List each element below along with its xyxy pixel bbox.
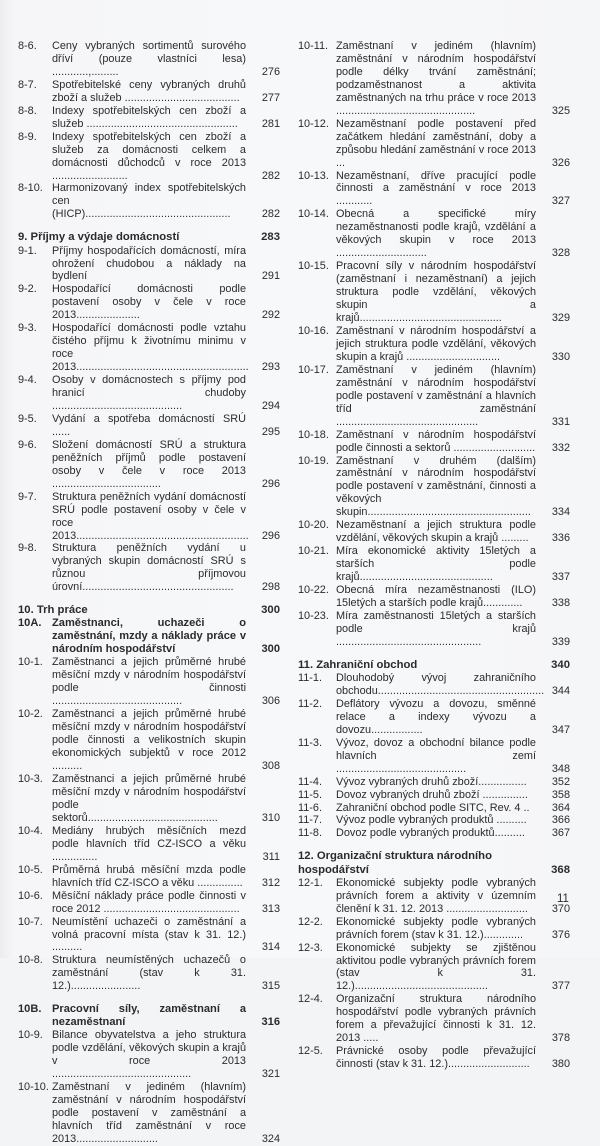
entry-page: 326 — [551, 156, 570, 169]
entry-title: Vývoz, dovoz a obchodní bilance podle hlavních zemí ........................................... — [336, 736, 536, 775]
entry-page: 310 — [261, 811, 280, 824]
entry-page: 293 — [261, 361, 280, 374]
entry-title: Nezaměstnaní podle postavení před začátkem hledání zaměstnání, doby a způsobu hledání zaměstnání v roce 2013 ... — [336, 117, 536, 169]
toc-entry — [298, 789, 570, 802]
toc-entry — [18, 773, 280, 825]
toc-entry — [298, 429, 570, 455]
entry-title: Mediány hrubých měsíčních mezd podle hlavních tříd CZ-ISCO a věku ............... — [52, 824, 246, 863]
entry-number: 9-8. — [18, 542, 37, 555]
entry-number: 8-10. — [18, 182, 43, 195]
entry-number: 11-7. — [298, 814, 323, 827]
subsection-heading: 10B. Pracovní síly, zaměstnaní a nezaměstnaní 316 — [18, 1003, 280, 1029]
entry-number: 8-6. — [18, 40, 37, 52]
entry-number: 10-22. — [298, 584, 329, 597]
toc-entry — [298, 827, 570, 840]
entry-page: 296 — [261, 529, 280, 542]
toc-entry — [18, 491, 280, 543]
entry-page: 377 — [551, 980, 570, 993]
entry-page: 380 — [551, 1058, 570, 1071]
entry-number: 11-8. — [298, 827, 323, 840]
entry-page: 294 — [261, 399, 280, 412]
entry-page: 370 — [551, 902, 570, 915]
toc-entry — [298, 208, 570, 260]
entry-number: 11-3. — [298, 736, 323, 749]
toc-entry — [18, 954, 280, 993]
entry-title: Zahraniční obchod podle SITC, Rev. 4 .. — [336, 801, 530, 814]
entry-title: Zaměstnaní v jediném (hlavním) zaměstnání v národním hospodářství podle postavení v zaměstnání a hlavních tříd zaměstnání v roce 2013........................... — [52, 1081, 246, 1145]
entry-page: 292 — [261, 309, 280, 322]
toc-entry — [298, 545, 570, 584]
entry-page: 314 — [261, 941, 280, 954]
entry-title: Zaměstnaní v jediném (hlavním) zaměstnání v národním hospodářství podle postavení v zaměstnání a hlavních tříd zaměstnání ............................................... — [336, 363, 536, 428]
toc-entry — [298, 814, 570, 827]
entry-number: 10-21. — [298, 545, 329, 558]
entry-title: Ekonomické subjekty se zjištěnou aktivitou podle vybraných právních forem (stav k 31. 12.)............................................ — [336, 941, 536, 993]
entry-title: Ekonomické subjekty podle vybraných právních forem (stav k 31. 12.)............. — [336, 915, 536, 941]
entry-title: Indexy spotřebitelských cen zboží a služeb .................................................. — [52, 104, 246, 130]
entry-page: 282 — [261, 208, 280, 221]
entry-number: 10-18. — [298, 428, 329, 441]
entry-page: 325 — [551, 104, 570, 117]
entry-title: Spotřebitelské ceny vybraných druhů zboží a služeb ...................................... — [52, 78, 246, 104]
entry-number: 9-1. — [18, 244, 37, 257]
entry-page: 308 — [261, 760, 280, 773]
entry-number: 11-5. — [298, 788, 323, 801]
entry-page: 298 — [261, 581, 280, 594]
entry-number: 8-8. — [18, 104, 37, 117]
entry-number: 12-5. — [298, 1045, 323, 1058]
toc-entry — [18, 182, 280, 221]
toc-entry — [298, 455, 570, 520]
entry-title: Hospodařící domácnosti podle postavení osoby v čele v roce 2013..................... — [52, 283, 246, 322]
toc-entry — [298, 610, 570, 649]
entry-number: 9-6. — [18, 438, 37, 451]
toc-entry — [18, 916, 280, 955]
toc-entry — [298, 802, 570, 815]
entry-page: 277 — [261, 91, 280, 104]
entry-title: Zaměstnanci a jejich průměrné hrubé měsíční mzdy v národním hospodářství podle činnosti ........................................... — [52, 656, 246, 708]
entry-page: 378 — [551, 1032, 570, 1045]
toc-entry — [298, 942, 570, 994]
entry-title: Nezaměstnaní, dříve pracující podle činnosti a zaměstnání v roce 2013 ............ — [336, 169, 536, 208]
toc-entry — [298, 737, 570, 776]
entry-page: 331 — [551, 415, 570, 428]
entry-number: 10-17. — [298, 363, 329, 376]
entry-number: 11-2. — [298, 697, 323, 710]
entry-page: 337 — [551, 571, 570, 584]
entry-title: Hospodařící domácnosti podle vztahu čistého příjmu k životnímu minimu v roce 2013......................................................... — [52, 322, 249, 374]
page-number: 11 — [557, 893, 569, 905]
toc-entry — [18, 413, 280, 439]
entry-page: 336 — [551, 532, 570, 545]
toc-entry — [298, 776, 570, 789]
entry-title: Ekonomické subjekty podle vybraných právních forem a aktivity v územním členění k 31. 12. 2013 ........................... — [336, 876, 536, 915]
toc-entry — [298, 1045, 570, 1071]
entry-number: 10-15. — [298, 260, 329, 273]
entry-page: 364 — [551, 801, 570, 814]
toc-entry — [18, 374, 280, 413]
entry-number: 10-14. — [298, 208, 329, 221]
entry-title: Příjmy hospodařících domácností, míra ohrožení chudobou a náklady na bydlení — [52, 244, 246, 283]
toc-entry — [298, 364, 570, 429]
entry-title: Osoby v domácnostech s příjmy pod hranicí chudoby ........................................... — [52, 374, 246, 412]
entry-page: 347 — [551, 723, 570, 736]
entry-page: 376 — [551, 928, 570, 941]
entry-title: Složení domácností SRÚ a struktura peněžních příjmů podle postavení osoby v čele v roce 2013 .................................... — [52, 438, 246, 490]
entry-number: 8-7. — [18, 78, 37, 91]
entry-number: 9-7. — [18, 490, 37, 503]
entry-title: Deflátory vývozu a dovozu, směnné relace a indexy vývozu a dovozu................. — [336, 697, 536, 736]
entry-number: 10-5. — [18, 863, 43, 876]
toc-entry — [298, 672, 570, 698]
entry-number: 9-3. — [18, 322, 37, 335]
subsection-heading: 10A. Zaměstnanci, uchazeči o zaměstnání, mzdy a náklady práce v národním hospodářství 300 — [18, 617, 280, 656]
toc-entry — [298, 993, 570, 1045]
entry-number: 10-10. — [18, 1081, 49, 1094]
entry-title: Zaměstnanci a jejich průměrné hrubé měsíční mzdy v národním hospodářství podle sektorů........................................... — [52, 773, 246, 824]
toc-entry — [298, 40, 570, 118]
entry-number: 10-3. — [18, 773, 43, 786]
entry-number: 11-4. — [298, 775, 323, 788]
entry-page: 367 — [551, 827, 570, 840]
entry-page: 321 — [261, 1068, 280, 1081]
entry-title: Struktura neumístěných uchazečů o zaměstnání (stav k 31. 12.)....................... — [52, 954, 246, 993]
entry-title: Struktura peněžních vydání domácností SRÚ podle postavení osoby v čele v roce 2013......................................................... — [52, 490, 249, 542]
toc-entry — [18, 542, 280, 594]
entry-title: Průměrná hrubá měsíční mzda podle hlavních tříd CZ-ISCO a věku ............... — [52, 863, 246, 889]
entry-title: Měsíční náklady práce podle činnosti v roce 2012 ............................................. — [52, 889, 246, 915]
toc-left-column — [18, 40, 280, 1146]
entry-title: Vývoz podle vybraných produktů .......... — [336, 814, 527, 827]
entry-title: Bilance obyvatelstva a jeho struktura podle vzdělání, věkových skupin a krajů v roce 2013 .............................................. — [52, 1029, 246, 1081]
entry-number: 12-1. — [298, 876, 323, 889]
entry-number: 9-2. — [18, 283, 37, 296]
entry-page: 306 — [261, 695, 280, 708]
entry-page: 329 — [551, 312, 570, 325]
entry-page: 330 — [551, 350, 570, 363]
toc-entry — [298, 118, 570, 170]
entry-title: Obecná a specifické míry nezaměstnanosti podle krajů, vzdělání a věkových skupin v roce 2013 .............................. — [336, 208, 536, 260]
entry-page: 311 — [262, 850, 280, 863]
entry-number: 10-19. — [298, 454, 329, 467]
entry-number: 10-23. — [298, 609, 329, 622]
toc-entry — [18, 439, 280, 491]
entry-title: Dlouhodobý vývoj zahraničního obchodu....................................................... — [336, 672, 545, 697]
toc-entry — [18, 825, 280, 864]
toc-entry — [298, 584, 570, 610]
entry-title: Neumístění uchazeči o zaměstnání a volná pracovní místa (stav k 31. 12.) .......... — [52, 915, 246, 954]
entry-title: Právnické osoby podle převažující činnosti (stav k 31. 12.)........................... — [336, 1045, 536, 1071]
entry-number: 10-9. — [18, 1029, 43, 1042]
entry-title: Zaměstnaní v druhém (dalším) zaměstnání v národním hospodářství podle postavení v zaměstnání, činnosti a věkových skupin...................................................... — [336, 454, 536, 519]
entry-title: Organizační struktura národního hospodářství podle vybraných právních forem a převažující činnosti k 31. 12. 2013 ..... — [336, 993, 536, 1045]
toc-entry — [298, 170, 570, 209]
entry-title: Míra zaměstnanosti 15letých a starších podle krajů ................................................ — [336, 609, 536, 648]
entry-number: 11-6. — [298, 801, 323, 814]
entry-number: 10-12. — [298, 117, 329, 130]
toc-entry — [298, 260, 570, 325]
entry-number: 10-8. — [18, 954, 43, 967]
entry-number: 10-4. — [18, 824, 43, 837]
entry-title: Nezaměstnaní a jejich struktura podle vzdělání, věkových skupin a krajů ......... — [336, 519, 536, 545]
entry-title: Zaměstnaní v národním hospodářství a jejich struktura podle vzdělání, věkových skupin a krajů ............................... — [336, 324, 536, 363]
toc-entry — [18, 1081, 280, 1146]
toc-entry — [298, 698, 570, 737]
entry-page: 339 — [551, 635, 570, 648]
entry-number: 10-13. — [298, 169, 329, 182]
entry-number: 9-4. — [18, 374, 37, 387]
entry-number: 10-1. — [18, 656, 43, 669]
toc-entry — [18, 708, 280, 773]
entry-number: 10-11. — [298, 40, 329, 52]
entry-page: 334 — [551, 506, 570, 519]
entry-page: 276 — [261, 65, 280, 78]
toc-entry — [18, 105, 280, 131]
entry-page: 358 — [551, 788, 570, 801]
entry-title: Dovoz podle vybraných produktů.......... — [336, 827, 525, 840]
toc-entry — [298, 325, 570, 364]
entry-page: 281 — [261, 117, 280, 130]
toc-entry — [298, 519, 570, 545]
entry-page: 348 — [551, 762, 570, 775]
entry-title: Zaměstnaní v národním hospodářství podle činnosti a sektorů ........................... — [336, 428, 536, 454]
toc-right-column — [298, 40, 570, 1071]
toc-entry — [298, 916, 570, 942]
entry-number: 8-9. — [18, 130, 37, 143]
entry-title: Zaměstnaní v jediném (hlavním) zaměstnání v národním hospodářství podle délky trvání zaměstnání; podzaměstnanost a aktivita zaměstnaných na trhu práce v roce 2013 .............................................. — [336, 40, 536, 117]
entry-page: 338 — [551, 596, 570, 609]
entry-page: 324 — [261, 1132, 280, 1145]
toc-entry — [18, 40, 280, 79]
entry-title: Míra ekonomické aktivity 15letých a starších podle krajů............................................ — [336, 545, 536, 584]
entry-page: 282 — [261, 169, 280, 182]
entry-number: 10-2. — [18, 708, 43, 721]
toc-entry — [298, 877, 570, 916]
toc-entry — [18, 322, 280, 374]
section-heading: 10. Trh práce 300 — [18, 604, 280, 617]
entry-page: 312 — [261, 876, 280, 889]
entry-number: 12-4. — [298, 993, 323, 1006]
entry-page: 291 — [261, 270, 280, 283]
toc-entry — [18, 1029, 280, 1081]
entry-title: Vývoz vybraných druhů zboží................ — [336, 775, 527, 788]
entry-page: 296 — [261, 477, 280, 490]
entry-number: 10-20. — [298, 519, 329, 532]
entry-number: 10-6. — [18, 889, 43, 902]
toc-entry — [18, 864, 280, 890]
entry-page: 344 — [551, 684, 570, 697]
section-heading: 9. Příjmy a výdaje domácností 283 — [18, 231, 280, 244]
entry-number: 10-16. — [298, 324, 329, 337]
entry-number: 10-7. — [18, 915, 43, 928]
entry-title: Struktura peněžních vydání u vybraných skupin domácností SRÚ s různou příjmovou úrovní.................................................. — [52, 542, 246, 594]
entry-page: 366 — [551, 814, 570, 827]
entry-title: Pracovní síly v národním hospodářství (zaměstnaní i nezaměstnaní) a jejich struktura podle vzdělání, věkových skupin a krajů............................................... — [336, 260, 536, 325]
entry-page: 295 — [261, 425, 280, 438]
entry-number: 11-1. — [298, 672, 323, 684]
entry-title: Harmonizovaný index spotřebitelských cen (HICP)................................................ — [52, 182, 246, 221]
entry-title: Indexy spotřebitelských cen zboží a služeb za domácnosti celkem a domácnosti důchodců v roce 2013 ......................... — [52, 130, 246, 182]
entry-title: Obecná míra nezaměstnanosti (ILO) 15letých a starších podle krajů............. — [336, 584, 536, 609]
toc-entry — [18, 283, 280, 322]
toc-entry — [18, 245, 280, 284]
entry-title: Ceny vybraných sortimentů surového dříví (pouze vlastníci lesa) ............,......... — [52, 40, 246, 78]
toc-entry — [18, 656, 280, 708]
entry-title: Vydání a spotřeba domácností SRÚ ...... — [52, 412, 246, 438]
entry-page: 313 — [261, 902, 280, 915]
section-heading: 11. Zahraniční obchod 340 — [298, 658, 570, 671]
entry-number: 9-5. — [18, 412, 37, 425]
entry-number: 12-3. — [298, 941, 323, 954]
entry-page: 315 — [261, 980, 280, 993]
entry-title: Zaměstnanci a jejich průměrné hrubé měsíční mzdy v národním hospodářství podle činnosti a velikostních skupin ekonomických subjektů v roce 2012 .......... — [52, 708, 246, 773]
toc-entry — [18, 79, 280, 105]
entry-page: 327 — [551, 195, 570, 208]
toc-entry — [18, 890, 280, 916]
entry-page: 328 — [551, 247, 570, 260]
entry-page: 332 — [551, 441, 570, 454]
entry-page: 352 — [551, 775, 570, 788]
section-heading: 12. Organizační struktura národního hospodářství 368 — [298, 850, 570, 876]
entry-title: Dovoz vybraných druhů zboží ............... — [336, 788, 528, 801]
toc-entry — [18, 131, 280, 183]
entry-number: 12-2. — [298, 915, 323, 928]
